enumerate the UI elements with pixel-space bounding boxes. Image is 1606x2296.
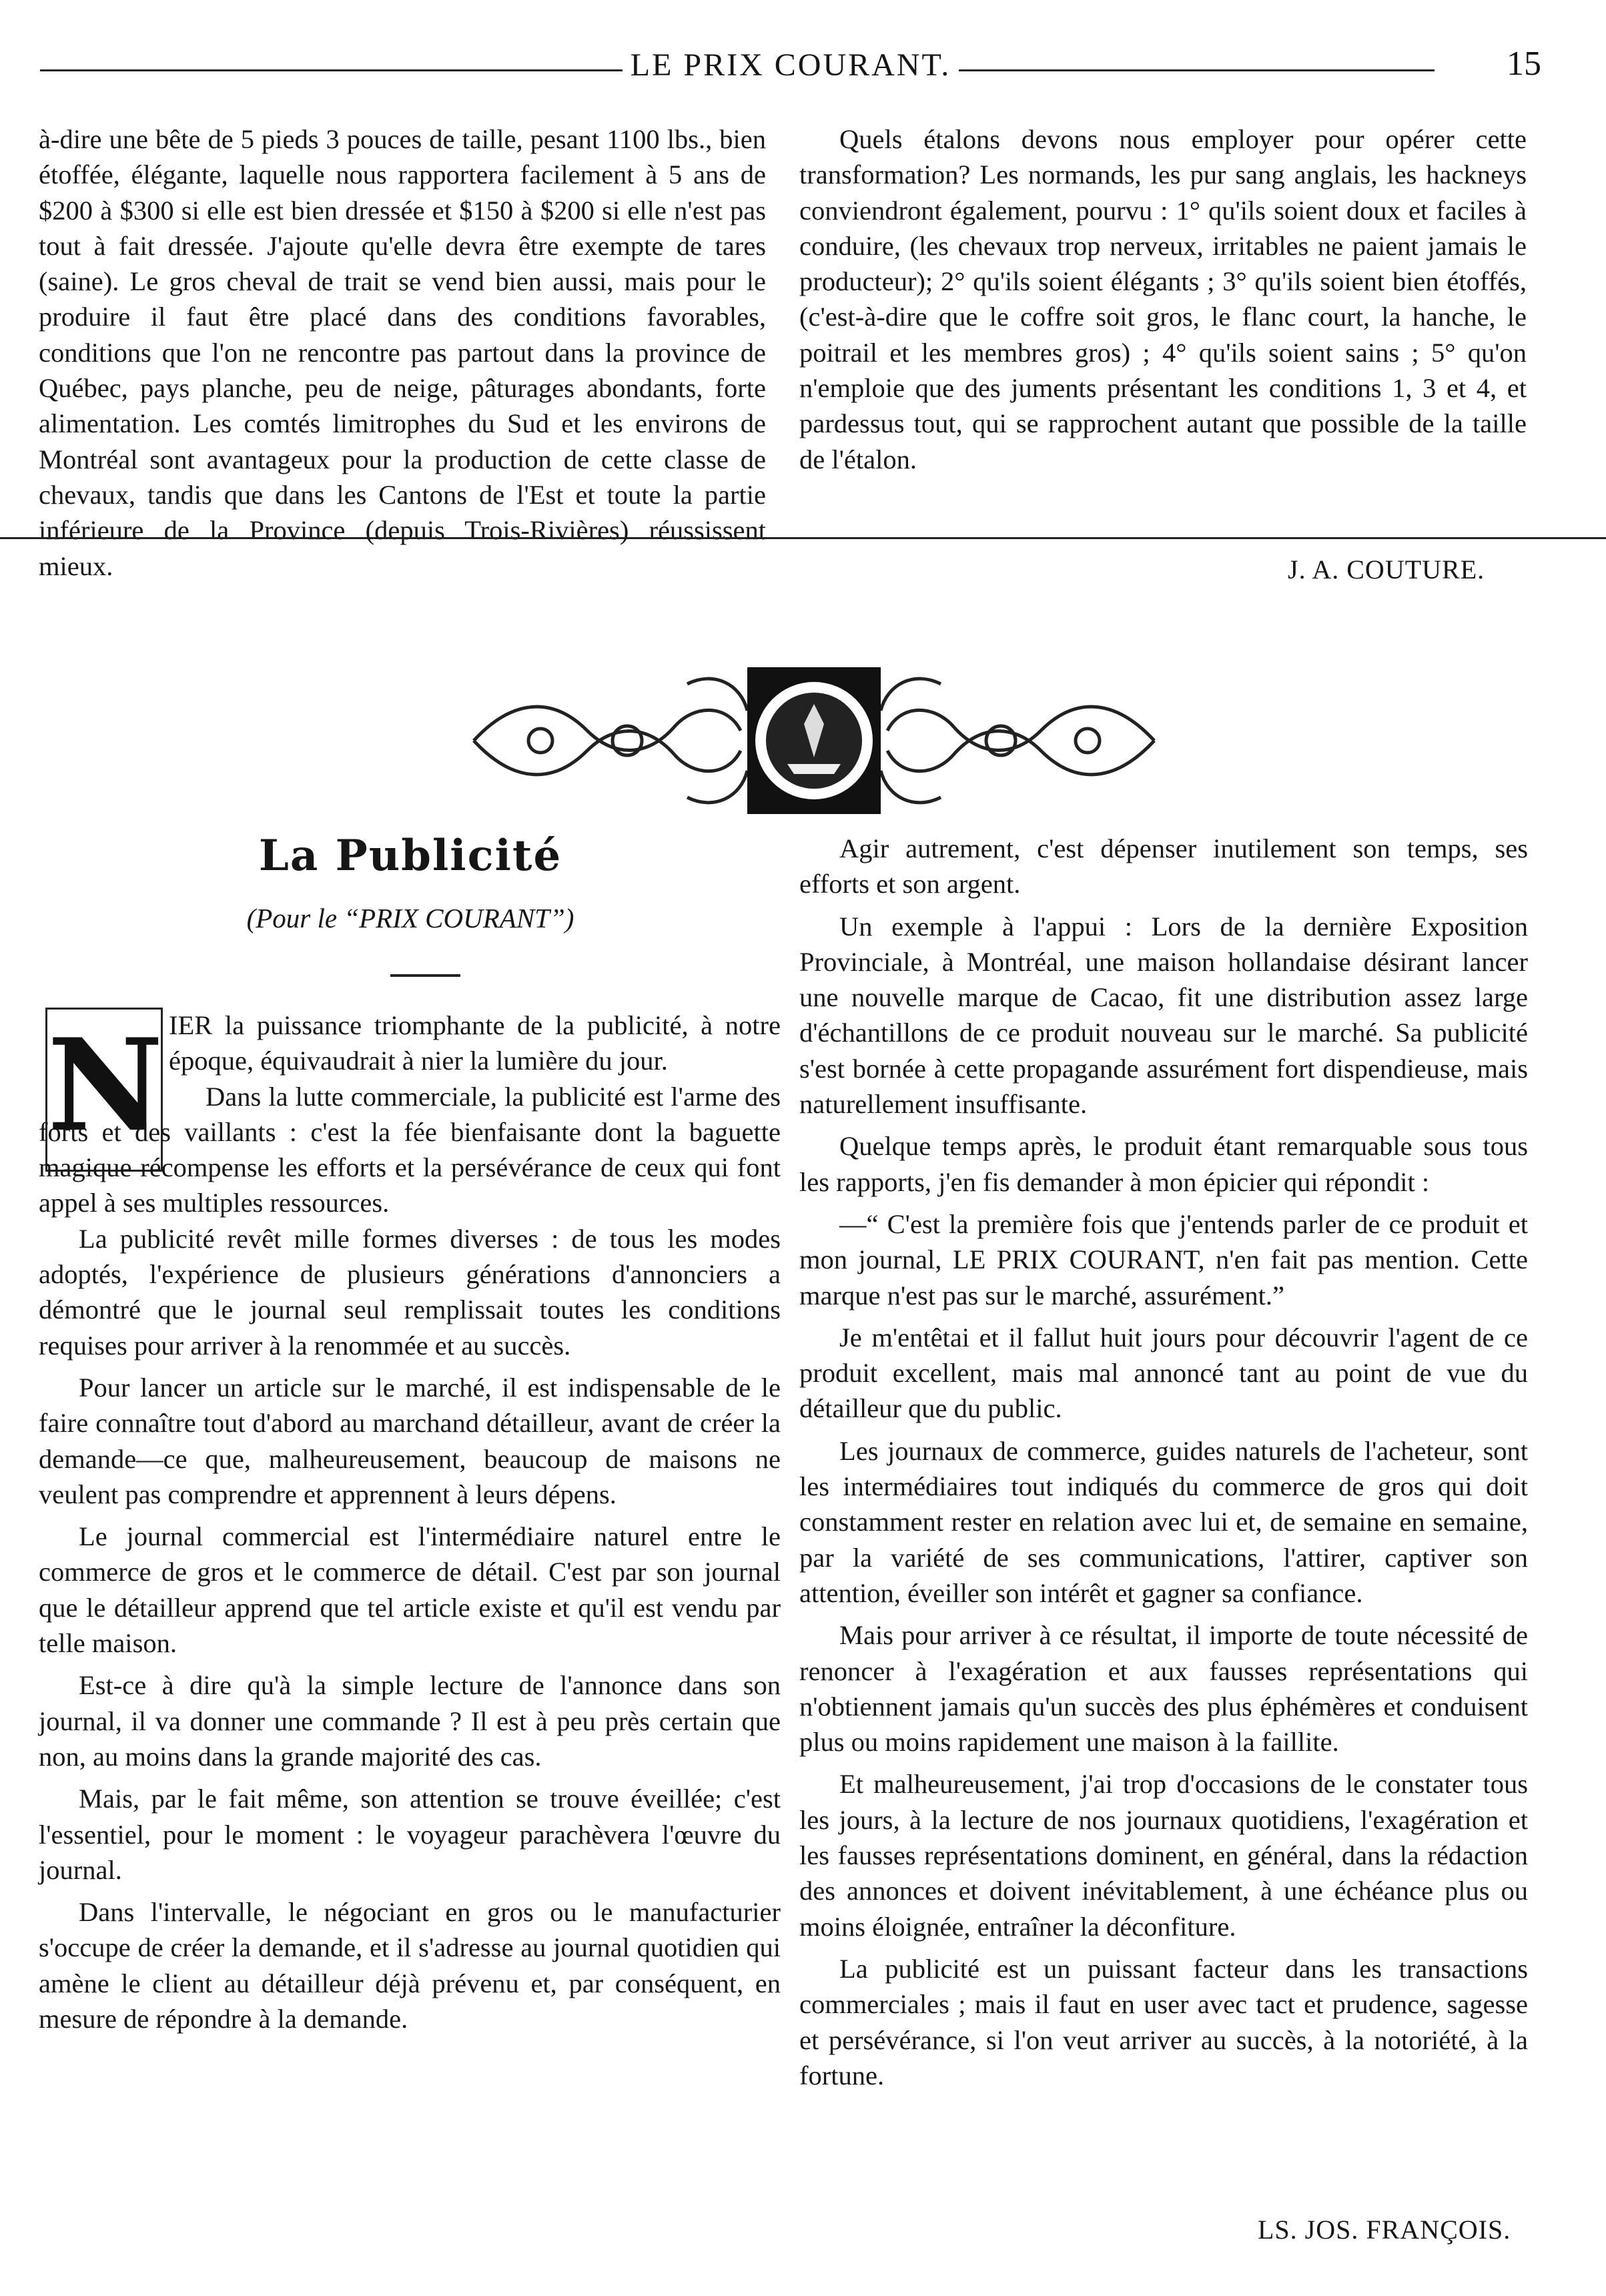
article-paragraph: Pour lancer un article sur le marché, il est indispensable de le faire connaître tout d'abord au marchand détailleur, avant de créer la demande—ce que, malheureusement, beaucoup de maisons ne veulent pas comprendre et apprennent à leurs dépens.: [39, 1372, 781, 1509]
paragraph: à-dire une bête de 5 pieds 3 pouces de taille, pesant 1100 lbs., bien étoffée, élégante, laquelle nous rapportera facilement à 5 ans de $200 à $300 si elle est bien dressée et $150 à $200 si elle n'est pas tout à fait dressée. J'ajoute qu'elle devra être exempte de tares (saine). Le gros cheval de trait se vend bien aussi, mais pour le produire il faut être placé dans des conditions favorables, conditions que l'on ne rencontre pas partout dans la province de Québec, pays planche, peu de neige, pâturages abondants, forte alimentation. Les comtés limitrophes du Sud et les environs de Montréal sont avantageux pour la production de cette classe de chevaux, tandis que dans les Cantons de l'Est et toute la partie inférieure de la Province (depuis Trois-Rivières) réussissent mieux.: [39, 124, 766, 581]
article-paragraph: Quelque temps après, le produit étant remarquable sous tous les rapports, j'en fis demander à mon épicier qui répondit :: [799, 1131, 1528, 1197]
page-header: [40, 41, 1541, 81]
article-paragraph: La publicité revêt mille formes diverses : de tous les modes adoptés, l'expérience de plusieurs générations d'annonciers a démontré que le journal seul remplissait toutes les conditions requises pour arriver à la renommée et au succès.: [39, 1223, 781, 1361]
article-paragraph: Mais pour arriver à ce résultat, il importe de toute nécessité de renoncer à l'exagération et aux fausses représentations qui n'obtiennent jamais qu'un succès des plus éphémères et conduisent plus ou moins rapidement une maison à la faillite.: [799, 1620, 1528, 1758]
publication-title: LE PRIX COURANT.: [40, 47, 1541, 83]
article-paragraph: Je m'entêtai et il fallut huit jours pour découvrir l'agent de ce produit excellent, mais mal annoncé tant au point de vue du détailleur que du public.: [799, 1322, 1528, 1424]
article-paragraph: Agir autrement, c'est dépenser inutilement son temps, ses efforts et son argent.: [799, 833, 1528, 899]
article-paragraph: Le journal commercial est l'intermédiaire naturel entre le commerce de gros et le commerce de détail. C'est par son journal que le détailleur apprend que tel article existe et qu'il est vendu par telle maison.: [39, 1521, 781, 1659]
article-right-column: [799, 831, 1528, 2093]
section-divider: [0, 537, 1606, 539]
article-paragraph: Les journaux de commerce, guides naturels de l'acheteur, sont les intermédiaires tout indiqués du commerce de gros qui doit constamment rester en relation avec lui et, de semaine en semaine, par la variété de ses communications, l'attirer, captiver son attention, éveiller son intérêt et gagner sa confiance.: [799, 1435, 1528, 1608]
article-left-column: [39, 1008, 781, 2036]
article-paragraph: La publicité est un puissant facteur dans les transactions commerciales ; mais il faut en user avec tact et prudence, sagesse et persévérance, si l'on veut arriver au succès, à la notoriété, à la fortune.: [799, 1953, 1528, 2090]
article-paragraph: IER la puissance triomphante de la publicité, à notre époque, équivaudrait à nier la lumière du jour.: [169, 1010, 781, 1076]
signature-couture: J. A. COUTURE.: [1288, 554, 1485, 585]
article-paragraph: Et malheureusement, j'ai trop d'occasions de le constater tous les jours, à la lecture de nos journaux quotidiens, l'exagération et les fausses représentations dominent, en général, dans la rédaction des annonces et doivent inévitablement, à une échéance plus ou moins éloignée, entraîner la déconfiture.: [799, 1769, 1528, 1942]
article-paragraph: Dans la lutte commerciale, la publicité est l'arme des forts et des vaillants : c'est la fée bienfaisante dont la baguette magique récompense les efforts et la persévérance de ceux qui font appel à ses multiples ressources.: [39, 1081, 781, 1218]
dropcap-letter: N: [47, 1011, 163, 1160]
decorative-ornament: [460, 657, 1168, 824]
article-paragraph: —“ C'est la première fois que j'entends parler de ce produit et mon journal, LE PRIX COURANT, n'en fait pas mention. Cette marque n'est pas sur le marché, assurément.”: [799, 1208, 1528, 1310]
article-paragraph: Dans l'intervalle, le négociant en gros ou le manufacturier s'occupe de créer la demande, et il s'adresse au journal quotidien qui amène le client au détailleur déjà prévenu et, par conséquent, en mesure de répondre à la demande.: [39, 1897, 781, 2034]
article-paragraph: Un exemple à l'appui : Lors de la dernière Exposition Provinciale, à Montréal, une maison hollandaise désirant lancer une nouvelle marque de Cacao, fit une distribution assez large d'échantillons de ce produit nouveau sur le marché. Sa publicité s'est bornée à cette propagande assurément fort dispendieuse, mais naturellement insuffisante.: [799, 911, 1528, 1120]
page-number: 15: [1507, 45, 1541, 83]
article-paragraph: Mais, par le fait même, son attention se trouve éveillée; c'est l'essentiel, pour le moment : le voyageur parachèvera l'œuvre du journal.: [39, 1784, 781, 1885]
article-paragraph: Est-ce à dire qu'à la simple lecture de l'annonce dans son journal, il va donner une commande ? Il est à peu près certain que non, au moins dans la grande majorité des cas.: [39, 1670, 781, 1772]
paragraph: Quels étalons devons nous employer pour opérer cette transformation? Les normands, les pur sang anglais, les hackneys conviendront également, pourvu : 1° qu'ils soient doux et faciles à conduire, (les chevaux trop nerveux, irritables ne paient jamais le producteur); 2° qu'ils soient élégants ; 3° qu'ils soient bien étoffés, (c'est-à-dire que le coffre soit gros, le flanc court, la hanche, le poitrail et les membres gros) ; 4° qu'ils soient sains ; 5° qu'on n'emploie que des juments présentant les conditions 1, 3 et 4, et pardessus tout, qui se rapprochent autant que possible de la taille de l'étalon.: [799, 124, 1527, 474]
top-left-column: [39, 121, 766, 584]
signature-francois: LS. JOS. FRANÇOIS.: [1258, 2215, 1511, 2245]
title-dash: [390, 974, 460, 977]
article-title: La Publicité: [258, 831, 562, 881]
top-right-column: [799, 121, 1527, 477]
article-subtitle: (Pour le “PRIX COURANT”): [246, 903, 574, 933]
